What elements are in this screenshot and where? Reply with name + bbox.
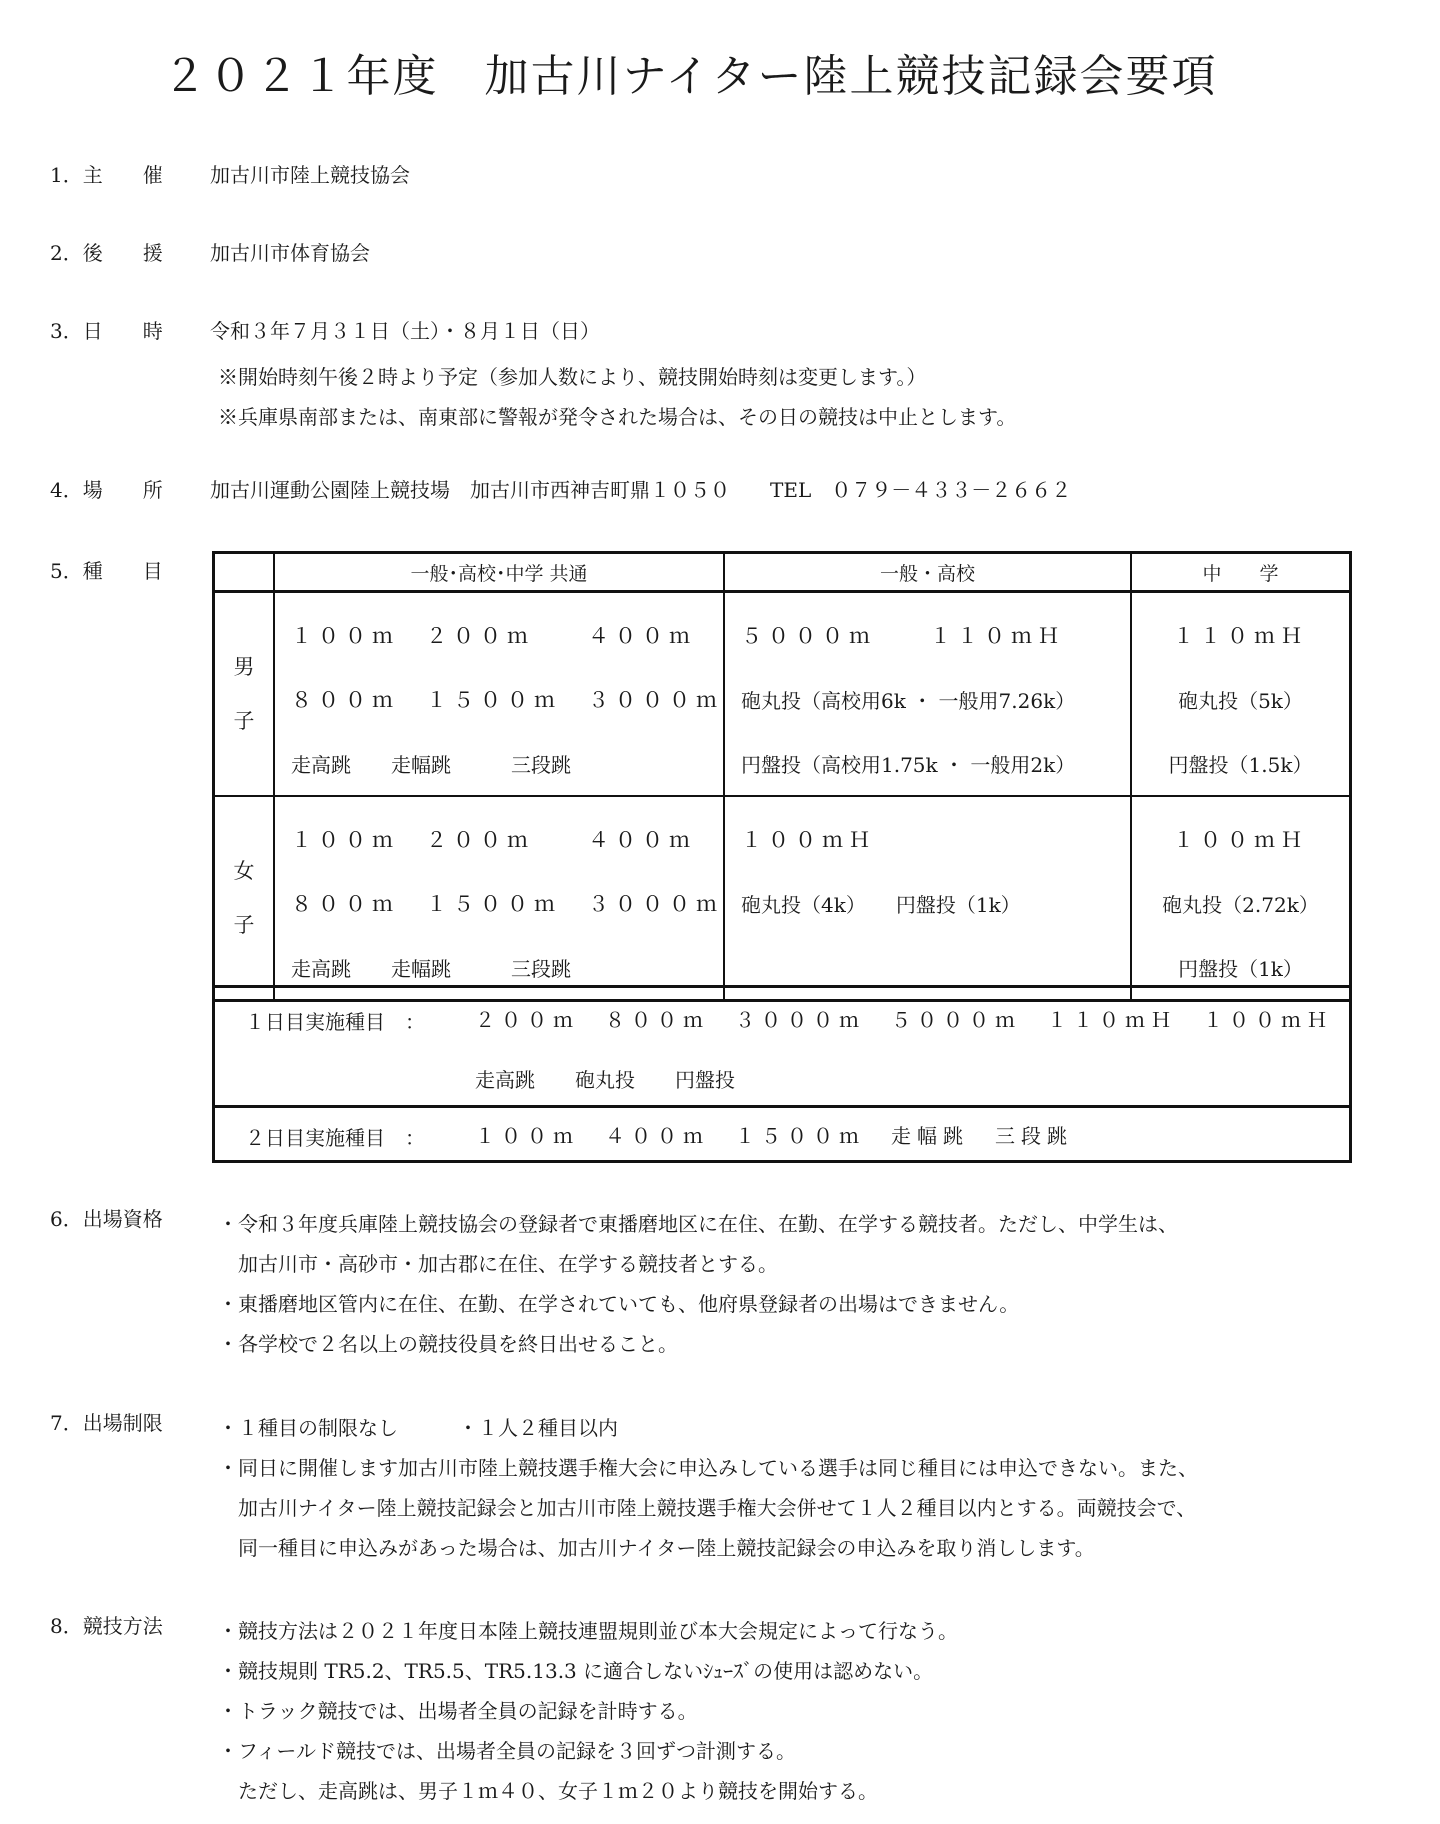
eligibility-line: ・各学校で２名以上の競技役員を終日出せること。: [218, 1332, 678, 1356]
section-venue: [50, 470, 1071, 510]
section-events: [50, 551, 210, 591]
entry-limit-line: 加古川ナイター陸上競技記録会と加古川市陸上競技選手権大会併せて１人２種目以内とする。両競技会で、: [218, 1496, 1197, 1520]
section-date: [50, 311, 600, 351]
section-number: 2．後 援: [50, 241, 163, 265]
entry-limit-line: 同一種目に申込みがあった場合は、加古川ナイター陸上競技記録会の申込みを取り消しします。: [218, 1536, 1095, 1560]
men-junior-line: 砲丸投（5k）: [1178, 688, 1303, 713]
events-table: [212, 551, 1352, 1002]
method-line: ただし、走高跳は、男子１ｍ４０、女子１ｍ２０より競技を開始する。: [218, 1779, 878, 1803]
method-line: ・トラック競技では、出場者全員の記録を計時する。: [218, 1699, 698, 1723]
schedule-box: [212, 985, 1352, 1163]
day1-block: [215, 988, 1349, 1108]
women-junior-cell: [1131, 796, 1351, 1001]
method-line: ・フィールド競技では、出場者全員の記録を３回ずつ計測する。: [218, 1739, 796, 1763]
section-eligibility: [50, 1199, 210, 1239]
men-general-line: ５０００ｍ １１０ｍＨ: [741, 624, 1065, 648]
men-common-line: ８００ｍ １５００ｍ ３０００ｍ: [291, 688, 723, 712]
entry-limit-line: ・１種目の制限なし ・１人２種目以内: [218, 1416, 618, 1440]
date-note-2: ※兵庫県南部または、南東部に警報が発令された場合は、その日の競技は中止とします。: [218, 405, 1017, 429]
section-competition-method: [50, 1606, 210, 1646]
women-common-line: ８００ｍ １５００ｍ ３０００ｍ: [291, 892, 723, 916]
women-common-line: 走高跳 走幅跳 三段跳: [291, 956, 571, 981]
men-general-line: 円盤投（高校用1.75k ・ 一般用2k）: [741, 752, 1076, 777]
header-general: 一般・高校: [724, 553, 1131, 592]
men-label: 男 子: [214, 592, 275, 797]
method-line: ・競技規則 TR5.2、TR5.5、TR5.13.3 に適合しないｼｭｰｽﾞの使用は認めない。: [218, 1659, 934, 1683]
women-junior-line: 砲丸投（2.72k）: [1162, 892, 1319, 917]
organizer-text: 加古川市陸上競技協会: [210, 163, 410, 187]
women-general-line: 砲丸投（4k） 円盤投（1k）: [741, 892, 1021, 917]
section-organizer: [50, 155, 410, 195]
eligibility-line: ・令和３年度兵庫陸上競技協会の登録者で東播磨地区に在住、在勤、在学する競技者。ただし、中学生は、: [218, 1212, 1178, 1236]
women-junior-line: １００ｍＨ: [1173, 828, 1308, 852]
section-number: 8．競技方法: [50, 1614, 163, 1638]
section-number: 4．場 所: [50, 478, 163, 502]
men-common-cell: [274, 592, 724, 797]
women-junior-line: 円盤投（1k）: [1178, 956, 1303, 981]
section-number: 6．出場資格: [50, 1207, 163, 1231]
women-row: [214, 796, 1351, 1001]
day1-events: ２００ｍ ８００ｍ ３０００ｍ ５０００ｍ １１０ｍＨ １００ｍＨ: [475, 1008, 1333, 1032]
women-common-line: １００ｍ ２００ｍ ４００ｍ: [291, 828, 696, 852]
eligibility-line: 加古川市・高砂市・加古郡に在住、在学する競技者とする。: [218, 1252, 778, 1276]
men-row: [214, 592, 1351, 797]
section-number: 1．主 催: [50, 163, 163, 187]
header-common: 一般･高校･中学 共通: [274, 553, 724, 592]
section-number: 3．日 時: [50, 319, 163, 343]
men-junior-line: 円盤投（1.5k）: [1168, 752, 1313, 777]
header-blank: [214, 553, 275, 592]
men-general-cell: [724, 592, 1131, 797]
men-junior-line: １１０ｍＨ: [1173, 624, 1308, 648]
sponsor-text: 加古川市体育協会: [210, 241, 370, 265]
entry-limit-line: ・同日に開催します加古川市陸上競技選手権大会に申込みしている選手は同じ種目には申込できない。また、: [218, 1456, 1198, 1480]
eligibility-line: ・東播磨地区管内に在住、在勤、在学されていても、他府県登録者の出場はできません。: [218, 1292, 1020, 1316]
men-junior-cell: [1131, 592, 1351, 797]
events-table-header: [214, 553, 1351, 592]
page-title: ２０２１年度 加古川ナイター陸上競技記録会要項: [162, 51, 1218, 102]
section-sponsor: [50, 233, 370, 273]
date-text: 令和３年７月３１日（土）・８月１日（日）: [210, 319, 600, 343]
section-entry-limits: [50, 1403, 210, 1443]
men-common-line: １００ｍ ２００ｍ ４００ｍ: [291, 624, 696, 648]
section-number: 5．種 目: [50, 559, 163, 583]
day1-events-field: 走高跳 砲丸投 円盤投: [475, 1068, 735, 1092]
women-general-cell: [724, 796, 1131, 1001]
venue-text: 加古川運動公園陸上競技場 加古川市西神吉町鼎１０５０ TEL ０７９－４３３－２６６２: [210, 478, 1072, 502]
women-common-cell: [274, 796, 724, 1001]
day2-label: ２日目実施種目 ：: [245, 1126, 425, 1150]
section-number: 7．出場制限: [50, 1411, 163, 1435]
day1-label: １日目実施種目 ：: [245, 1010, 425, 1034]
men-general-line: 砲丸投（高校用6k ・ 一般用7.26k）: [741, 688, 1076, 713]
method-line: ・競技方法は２０２１年度日本陸上競技連盟規則並び本大会規定によって行なう。: [218, 1619, 958, 1643]
date-note-1: ※開始時刻午後２時より予定（参加人数により、競技開始時刻は変更します。）: [218, 365, 927, 389]
day2-events: １００ｍ ４００ｍ １５００ｍ 走幅跳 三段跳: [475, 1124, 1073, 1148]
header-junior: 中 学: [1131, 553, 1351, 592]
women-general-line: １００ｍＨ: [741, 828, 876, 852]
men-common-line: 走高跳 走幅跳 三段跳: [291, 752, 571, 777]
women-label: 女 子: [214, 796, 275, 1001]
